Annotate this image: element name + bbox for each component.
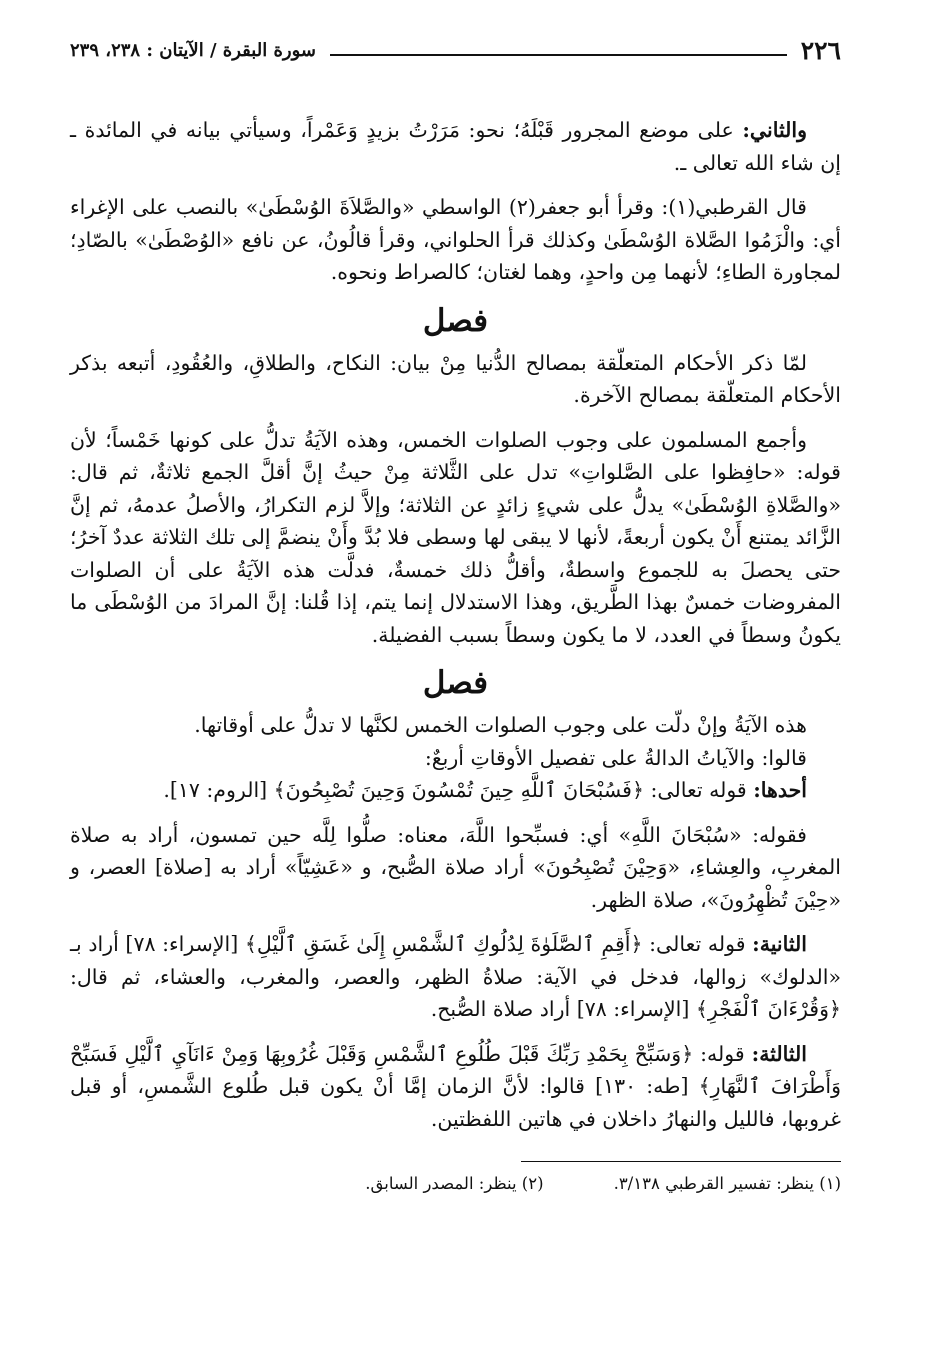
page-number: ٢٢٦ [800,35,841,65]
section1-paragraph: لمّا ذكر الأحكام المتعلّقة بمصالح الدُّنيا مِنْ بيان: النكاح، والطلاقِ، والعُقُودِ، أتبعه بذكر الأحكام المتعلّقة بمصالح الآخرة. [70,350,841,407]
paragraph-text: على موضع المجرور قَبْلَهُ؛ نحو: مَرَرْتُ بزيدٍ وَعَمْراً، وسيأتي بيانه في المائدة ـ إن شاء الله تعالى ـ. [70,118,841,175]
footnote-2: (٢) ينظر: المصدر السابق. [365,1174,544,1193]
page-header [70,30,841,70]
section2-item [70,1038,841,1136]
item-lead: أحدها: [753,778,807,802]
header-rule [330,54,787,56]
body-text [70,114,841,1135]
section2-item [70,928,841,1026]
section-heading: فصل [422,302,489,339]
section-heading: فصل [422,665,489,701]
item-text: قوله: ﴿وَسَبِّحْ بِحَمْدِ رَبِّكَ قَبْلَ طُلُوعِ ٱلشَّمْسِ وَقَبْلَ غُرُوبِهَا وَمِنْ ءَانَآيِ ٱلَّيْلِ فَسَبِّحْ وَأَطْرَافَ ٱلنَّهَارِ﴾ [طه: ١٣٠] قالوا: لأنَّ الزمان إمَّا أنْ يكون قبل طُلوع الشَّمسِ، أو قبل غروبها، فالليل والنهارُ داخلان في هاتين اللفظتين. [70,1041,841,1131]
item-lead: الثالثة: [751,1041,807,1066]
item-text: فقوله: «سُبْحَانَ اللَّهِ» أي: فسبِّحوا اللَّهَ، معناه: صلُّوا لِلَّه حين تمسون، أراد به صلاة المغربِ، والعِشاءِ، «وَحِيْنَ تُصْبِحُونَ» أراد صلاة الصُّبح، و «عَشِيّاً» أراد به [صلاة] العصر، و «حِيْنَ تُظْهِرُونَ»، صلاة الظهر. [70,822,841,912]
paragraph-qurtubi [70,191,841,289]
section2-intro: هذه الآيَةُ وإنْ دلّت على وجوب الصلوات الخمس لكنَّها لا تدلُّ على أوقاتها. [194,713,807,737]
footnotes [70,1174,841,1193]
item-lead: الثانية: [752,932,807,956]
item-text: قوله تعالى: ﴿أَقِمِ ٱلصَّلَوٰةَ لِدُلُوكِ ٱلشَّمْسِ إِلَىٰ غَسَقِ ٱلَّيْلِ﴾ [الإسراء: ٧٨] أراد بـ «الدلوك» زوالها، فدخل في الآية: صلاةُ الظهر، والعصر، والمغرب، والعشاء، ثم قال: ﴿وَقُرْءَانَ ٱلْفَجْرِ﴾ [الإسراء: ٧٨] أراد صلاة الصُّبح. [70,932,841,1021]
paragraph-second [70,114,841,179]
section2-item [70,774,841,807]
footnote-rule [521,1161,841,1162]
paragraph-lead: والثاني: [742,118,807,142]
running-title: سورة البقرة / الآيتان : ٢٣٨، ٢٣٩ [70,39,316,61]
section1-paragraph: وأجمع المسلمون على وجوب الصلوات الخمس، وهذه الآيَةُ تدلُّ على كونها خَمْساً؛ لأن قوله: «حافِظوا على الصَّلواتِ» تدل على الثَّلاثة مِنْ حيثُ إنَّ أقلَّ الجمع ثلاثةٌ، ثم قال: «والصَّلاةِ الوُسْطَىٰ» يدلُّ على شيءٍ زائدٍ عن الثلاثة؛ وإلاَّ لزم التكرارُ، والأصلُ عدمهُ، ثم إنَّ الزَّائد يمتنع أَنْ يكون أربعةً، لأنها لا يبقى لها وسطى فلا بُدَّ وأَنْ ينضمَّ إلى تلك الثلاثة عددٌ آخرُ؛ حتى يحصلَ به للجموع واسطةٌ، وأقلُّ ذلك خمسةٌ، فدلَّت هذه الآيَةُ على أن الصلوات المفروضات خمسٌ بهذا الطَّريق، وهذا الاستدلال إنما يتم، إذا قُلنا: إنَّ المرادَ من الوُسْطَى ما يكونُ وسطاً في العدد، لا ما يكون وسطاً بسبب الفضيلة. [70,427,841,647]
section2-intro: قالوا: والآياتُ الدالةُ على تفصيل الأوقاتِ أربعٌ: [424,745,807,770]
paragraph-text: قال القرطبي(١): وقرأ أبو جعفر(٢) الواسطي «والصَّلاَةَ الوُسْطَىٰ» بالنصب على الإغراء أي: والْزَمُوا الصَّلاة الوُسْطَىٰ وكذلك قرأ الحلواني، وقرأ قالُونُ، عن نافع «الوُصْطَىٰ» بالصّادِ؛ لمجاورة الطاءِ؛ لأنهما مِن واحدٍ، وهما لغتان؛ كالصراط ونحوه. [70,195,841,284]
footnote-1: (١) ينظر: تفسير القرطبي ٣/١٣٨. [613,1174,841,1193]
item-text: قوله تعالى: ﴿فَسُبْحَانَ ٱللَّهِ حِينَ تُمْسُونَ وَحِينَ تُصْبِحُونَ﴾ [الروم: ١٧]. [163,778,754,802]
section2-item [70,819,841,917]
